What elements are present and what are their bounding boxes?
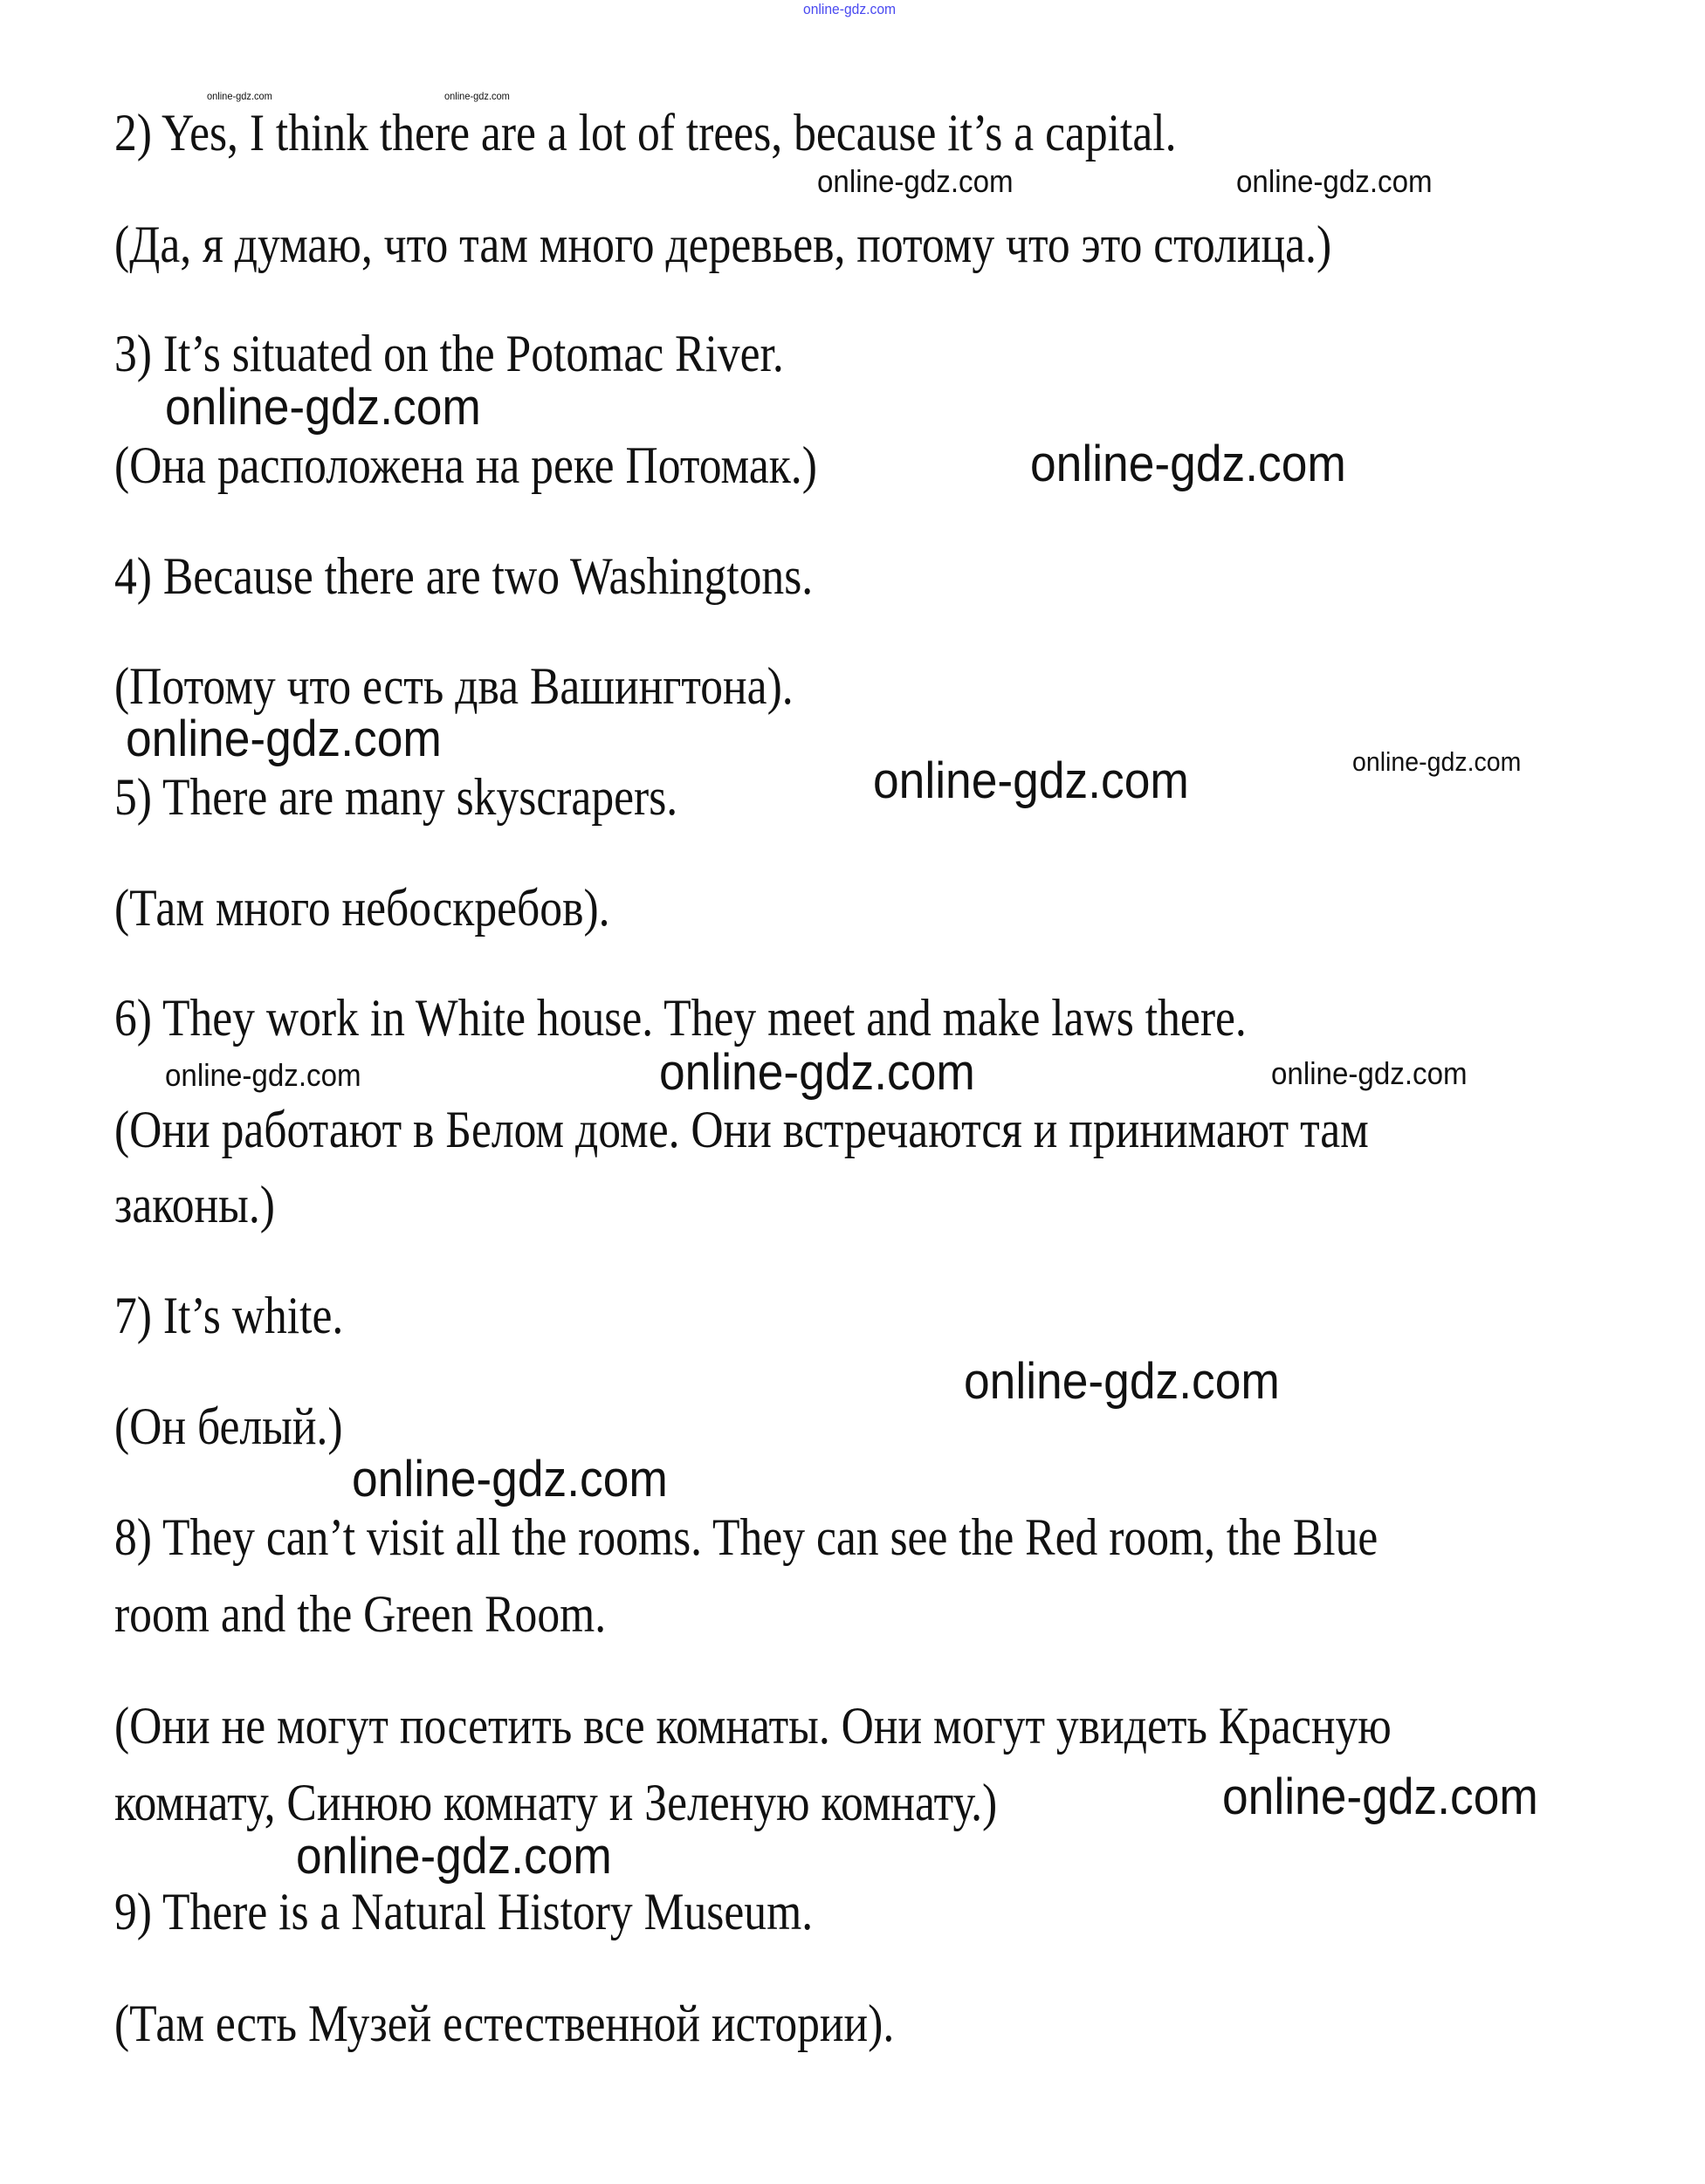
watermark: online-gdz.com [1222, 1768, 1538, 1825]
answer-8-ru-1: (Они не могут посетить все комнаты. Они могут увидеть Красную [114, 1697, 1392, 1755]
header-watermark: online-gdz.com [803, 1, 897, 17]
watermark: online-gdz.com [165, 379, 481, 436]
watermark: online-gdz.com [296, 1828, 612, 1885]
answer-9-ru: (Там есть Музей естественной истории). [114, 1995, 895, 2052]
watermark: online-gdz.com [873, 752, 1189, 809]
answer-8-en-2: room and the Green Room. [114, 1585, 607, 1643]
watermark: online-gdz.com [817, 163, 1014, 199]
watermark: online-gdz.com [1271, 1055, 1468, 1091]
watermark: online-gdz.com [964, 1353, 1280, 1410]
answer-4-en: 4) Because there are two Washingtons. [114, 547, 814, 605]
answer-9-en: 9) There is a Natural History Museum. [114, 1883, 814, 1940]
answer-6-ru-1: (Они работают в Белом доме. Они встречаются и принимают там [114, 1101, 1369, 1158]
answer-2-ru: (Да, я думаю, что там много деревьев, потому что это столица.) [114, 216, 1332, 273]
watermark: online-gdz.com [659, 1044, 975, 1101]
answer-2-en: 2) Yes, I think there are a lot of trees, because it’s a capital. [114, 104, 1177, 161]
answer-6-en: 6) They work in White house. They meet and make laws there. [114, 989, 1247, 1047]
watermark: online-gdz.com [207, 90, 272, 102]
watermark: online-gdz.com [352, 1451, 668, 1508]
watermark: online-gdz.com [1352, 746, 1522, 777]
answer-3-ru: (Она расположена на реке Потомак.) [114, 436, 817, 494]
watermark: online-gdz.com [126, 711, 442, 767]
answer-4-ru: (Потому что есть два Вашингтона). [114, 657, 794, 715]
answer-7-en: 7) It’s white. [114, 1287, 344, 1344]
watermark: online-gdz.com [1030, 436, 1346, 492]
watermark: online-gdz.com [165, 1057, 361, 1093]
answer-5-en: 5) There are many skyscrapers. [114, 768, 678, 826]
watermark: online-gdz.com [444, 90, 510, 102]
answer-7-ru: (Он белый.) [114, 1398, 343, 1455]
answer-8-en-1: 8) They can’t visit all the rooms. They can see the Red room, the Blue [114, 1508, 1378, 1566]
answer-3-en: 3) It’s situated on the Potomac River. [114, 325, 784, 382]
answer-5-ru: (Там много небоскребов). [114, 879, 610, 937]
watermark: online-gdz.com [1236, 163, 1433, 199]
answer-6-ru-2: законы.) [114, 1176, 275, 1233]
answer-8-ru-2: комнату, Синюю комнату и Зеленую комнату.) [114, 1774, 998, 1831]
